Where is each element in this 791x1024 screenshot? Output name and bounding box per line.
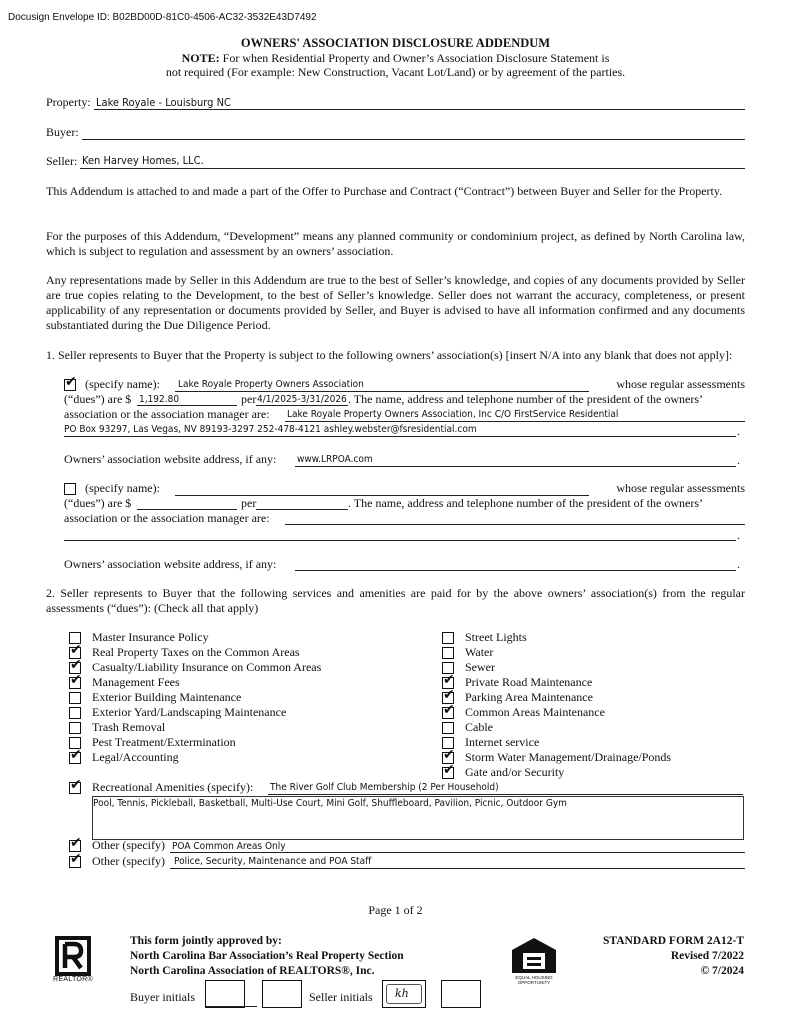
- property-label: Property:: [46, 95, 91, 109]
- buyer-initials-box-1[interactable]: [205, 980, 245, 1008]
- assoc2-per-label: per: [241, 496, 257, 510]
- recreational-field[interactable]: The River Golf Club Membership (2 Per Household): [270, 782, 499, 793]
- paragraph-representations: Any representations made by Seller in this Addendum are true to the best of Seller’s knowledge, and copies of any documents provided by Seller are true copies relating to the Development, to the best of Seller’s knowledge. Seller does not warrant the accuracy, completeness, or present applicability of any representation or documents provided by Seller, and Buyer is advised to have all information confirmed and any documents substantiated during the Due Diligence Period.: [46, 273, 745, 332]
- amenity-label: Management Fees: [92, 675, 180, 689]
- other1-checkbox[interactable]: ✔: [70, 835, 82, 851]
- amenity-checkbox[interactable]: [442, 647, 454, 659]
- amenity-label: Trash Removal: [92, 720, 166, 734]
- other1-line: [170, 852, 745, 853]
- other2-label: Other (specify): [92, 854, 165, 868]
- amenity-checkbox[interactable]: ✔: [443, 762, 455, 778]
- section2-intro: 2. Seller represents to Buyer that the following services and amenities are paid for by the above owners’ association(s) from the regular assessments (“dues”): (Check all that apply): [46, 586, 745, 615]
- amenity-label: Street Lights: [465, 630, 527, 644]
- form-copyright: © 7/2024: [700, 965, 744, 977]
- assoc1-specify-label: (specify name):: [85, 377, 160, 391]
- period: .: [737, 453, 740, 467]
- other1-field[interactable]: POA Common Areas Only: [172, 841, 286, 852]
- seller-initials-label: Seller initials: [309, 990, 373, 1004]
- signature-frame: [386, 984, 422, 1004]
- assoc1-website-label: Owners’ association website address, if any:: [64, 452, 277, 466]
- footer-approval: [130, 934, 404, 979]
- amenity-checkbox[interactable]: ✔: [70, 672, 82, 688]
- amenity-label: Cable: [465, 720, 493, 734]
- assoc1-dues-field[interactable]: 1,192.80: [139, 394, 180, 405]
- recreational-line: [268, 794, 743, 795]
- assoc2-whose-label: whose regular assessments: [616, 481, 745, 495]
- paragraph-development: For the purposes of this Addendum, “Development” means any planned community or condominium project, as defined by North Carolina law, which is subject to regulation and assessment by an owners’ association.: [46, 229, 745, 258]
- page-title: OWNERS' ASSOCIATION DISCLOSURE ADDENDUM: [240, 36, 551, 50]
- amenity-checkbox[interactable]: ✔: [443, 747, 455, 763]
- amenity-label: Master Insurance Policy: [92, 630, 209, 644]
- section1-intro: 1. Seller represents to Buyer that the Property is subject to the following owners’ association(s) [insert N/A into any blank that does not apply]:: [46, 348, 733, 362]
- eho-label: EQUAL HOUSING OPPORTUNITY: [515, 975, 553, 985]
- amenity-checkbox[interactable]: [69, 707, 81, 719]
- period: .: [737, 424, 740, 438]
- amenity-checkbox[interactable]: ✔: [443, 687, 455, 703]
- buyer-initials-box-2[interactable]: [262, 980, 302, 1008]
- amenity-label: Legal/Accounting: [92, 750, 179, 764]
- note-line2: not required (For example: New Construction, Vacant Lot/Land) or by agreement of the parties.: [165, 65, 626, 79]
- assoc2-checkbox[interactable]: [64, 483, 76, 495]
- paragraph-addendum: This Addendum is attached to and made a part of the Offer to Purchase and Contract (“Contract”) between Buyer and Seller for the Property.: [46, 184, 723, 198]
- seller-initials-box-2[interactable]: [441, 980, 481, 1008]
- assoc2-manager-line[interactable]: [285, 524, 745, 525]
- assoc1-per-line: [256, 405, 348, 406]
- assoc1-name-field[interactable]: Lake Royale Property Owners Association: [178, 379, 364, 390]
- amenity-label: Exterior Building Maintenance: [92, 690, 242, 704]
- amenity-label: Pest Treatment/Extermination: [92, 735, 236, 749]
- seller-initials-box-1[interactable]: [382, 980, 426, 1008]
- recreational-box-text: Pool, Tennis, Pickleball, Basketball, Multi-Use Court, Mini Golf, Shuffleboard, Pavilion, Picnic, Outdoor Gym: [93, 798, 567, 809]
- assoc1-manager-label: association or the association manager are:: [64, 407, 270, 421]
- footer-form-info: [560, 934, 744, 979]
- note-line1: NOTE: For when Residential Property and Owner’s Association Disclosure Statement is: [181, 51, 610, 65]
- seller-initials-signature: kh: [395, 987, 409, 1000]
- other1-label: Other (specify): [92, 838, 165, 852]
- amenity-checkbox[interactable]: [69, 692, 81, 704]
- buyer-line: [82, 139, 745, 140]
- recreational-text-box[interactable]: [92, 796, 744, 840]
- amenity-checkbox[interactable]: ✔: [443, 702, 455, 718]
- recreational-checkbox[interactable]: ✔: [70, 777, 82, 793]
- amenity-checkbox[interactable]: ✔: [70, 657, 82, 673]
- property-field[interactable]: Lake Royale - Louisburg NC: [96, 96, 231, 109]
- seller-line: [80, 168, 745, 169]
- assoc2-manager-label: association or the association manager are:: [64, 511, 270, 525]
- property-line: [94, 109, 745, 110]
- amenity-checkbox[interactable]: [442, 632, 454, 644]
- buyer-initials-line-1: [205, 1006, 257, 1007]
- assoc1-manager-field[interactable]: Lake Royale Property Owners Association, Inc C/O FirstService Residential: [287, 409, 619, 420]
- assoc1-manager-line2: [64, 436, 736, 437]
- period: .: [737, 528, 740, 542]
- assoc2-name-address-text: . The name, address and telephone number of the president of the owners’: [348, 496, 703, 510]
- amenity-checkbox[interactable]: ✔: [443, 672, 455, 688]
- realtor-logo-icon: [50, 935, 96, 987]
- amenity-checkbox[interactable]: ✔: [70, 747, 82, 763]
- footer-approved-line3: North Carolina Association of REALTORS®, Inc.: [130, 965, 375, 977]
- seller-field[interactable]: Ken Harvey Homes, LLC.: [82, 154, 204, 167]
- assoc2-per-line[interactable]: [256, 509, 348, 510]
- buyer-initials-label: Buyer initials: [130, 990, 195, 1004]
- assoc1-name-address-text: . The name, address and telephone number of the president of the owners’: [348, 392, 703, 406]
- other2-line: [170, 868, 745, 869]
- assoc1-per-field[interactable]: 4/1/2025-3/31/2026: [257, 394, 347, 405]
- footer-approved-line1: This form jointly approved by:: [130, 935, 282, 947]
- amenity-checkbox[interactable]: [442, 722, 454, 734]
- assoc1-checkbox[interactable]: ✔: [65, 374, 77, 390]
- assoc2-specify-label: (specify name):: [85, 481, 160, 495]
- amenity-label: Casualty/Liability Insurance on Common Areas: [92, 660, 322, 674]
- assoc1-website-line: [295, 466, 736, 467]
- amenity-label: Parking Area Maintenance: [465, 690, 593, 704]
- assoc1-dues-line: [137, 405, 237, 406]
- amenity-label: Gate and/or Security: [465, 765, 565, 779]
- assoc1-website-field[interactable]: www.LRPOA.com: [297, 454, 373, 465]
- buyer-label: Buyer:: [46, 125, 79, 139]
- assoc1-whose-label: whose regular assessments: [616, 377, 745, 391]
- realtor-label: REALTOR®: [53, 976, 93, 983]
- assoc2-website-line[interactable]: [295, 570, 736, 571]
- amenity-label: Real Property Taxes on the Common Areas: [92, 645, 300, 659]
- amenity-label: Internet service: [465, 735, 540, 749]
- form-name: STANDARD FORM 2A12-T: [603, 935, 744, 947]
- amenity-label: Private Road Maintenance: [465, 675, 593, 689]
- seller-label: Seller:: [46, 154, 78, 168]
- amenity-label: Sewer: [465, 660, 495, 674]
- assoc2-manager-line2[interactable]: [64, 540, 736, 541]
- amenity-checkbox[interactable]: ✔: [70, 642, 82, 658]
- footer-approved-line2: North Carolina Bar Association’s Real Property Section: [130, 950, 404, 962]
- page-number: Page 1 of 2: [368, 903, 423, 917]
- equal-housing-icon: [509, 937, 559, 987]
- assoc1-manager-line2-field[interactable]: PO Box 93297, Las Vegas, NV 89193-3297 252-478-4121 ashley.webster@fsresidential.com: [64, 424, 477, 435]
- period: .: [737, 557, 740, 571]
- assoc1-manager-line: [285, 421, 745, 422]
- amenity-label: Exterior Yard/Landscaping Maintenance: [92, 705, 287, 719]
- amenity-label: Water: [465, 645, 494, 659]
- amenity-checkbox[interactable]: [69, 722, 81, 734]
- assoc2-dues-line[interactable]: [137, 509, 237, 510]
- amenity-label: Storm Water Management/Drainage/Ponds: [465, 750, 672, 764]
- envelope-id: Docusign Envelope ID: B02BD00D-81C0-4506-AC32-3532E43D7492: [8, 12, 317, 23]
- other2-checkbox[interactable]: ✔: [70, 851, 82, 867]
- amenity-label: Common Areas Maintenance: [465, 705, 605, 719]
- assoc2-dues-label: (“dues”) are $: [64, 496, 132, 510]
- assoc2-website-label: Owners’ association website address, if any:: [64, 557, 277, 571]
- other2-field[interactable]: Police, Security, Maintenance and POA Staff: [174, 856, 372, 867]
- recreational-label: Recreational Amenities (specify):: [92, 780, 254, 794]
- assoc1-dues-label: (“dues”) are $: [64, 392, 132, 406]
- assoc1-per-label: per: [241, 392, 257, 406]
- form-revised: Revised 7/2022: [670, 950, 744, 962]
